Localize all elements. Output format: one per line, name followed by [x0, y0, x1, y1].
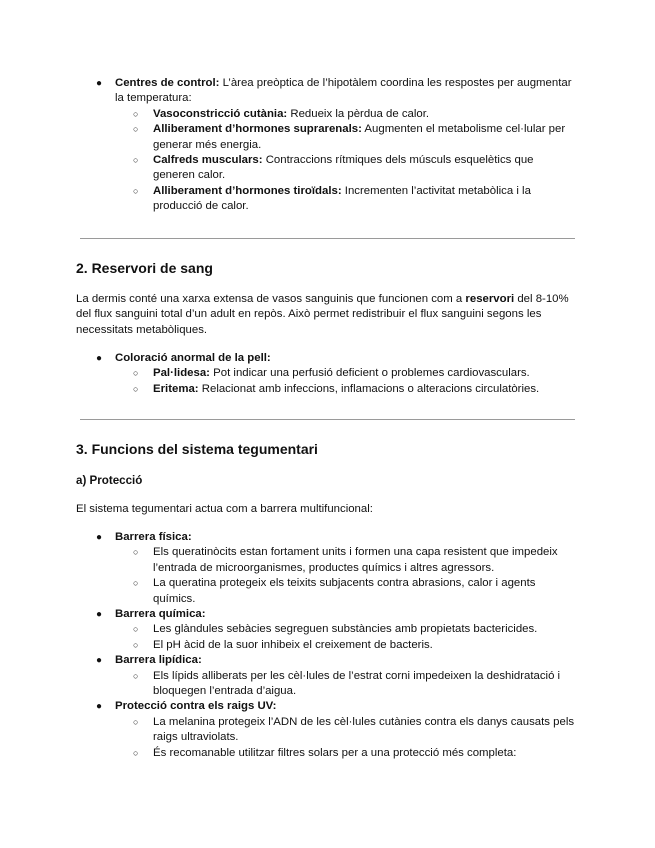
circle-bullet-icon: ○ [133, 383, 139, 394]
item-text: Relacionat amb infeccions, inflamacions o alteracions circulatòries. [198, 382, 540, 395]
item-text: Augmenten el metabolisme cel·lular per generar més energia. [153, 123, 566, 151]
section-intro: El sistema tegumentari actua com a barrera multifuncional: [76, 503, 373, 515]
item-label: Barrera lipídica: [115, 654, 202, 667]
sub-list-item [0, 576, 655, 607]
circle-bullet-icon: ○ [133, 624, 139, 635]
sub-list-item [0, 638, 655, 653]
item-text: Els queratinòcits estan fortament units i formen una capa resistent que impedeix l’entrada de microorganismes, productes químics i altres agressors. [153, 546, 558, 574]
item-label: Coloració anormal de la pell: [115, 352, 271, 364]
bullet-icon: ● [96, 609, 103, 621]
list-item [0, 351, 655, 366]
horizontal-divider [80, 238, 575, 239]
item-label: Eritema: [153, 382, 199, 395]
section-paragraph [76, 292, 581, 338]
list-item [0, 653, 655, 668]
sub-list-item [0, 107, 655, 122]
circle-bullet-icon: ○ [133, 716, 139, 727]
item-text: Incrementen l’activitat metabòlica i la producció de calor. [153, 184, 531, 213]
bullet-icon: ● [96, 701, 103, 713]
sub-list-item [0, 184, 655, 215]
circle-bullet-icon: ○ [133, 747, 139, 758]
item-text: La melanina protegeix l’ADN de les cèl·lules cutànies contra els danys causats pels raigs ultraviolats. [153, 715, 575, 744]
sub-list-item [0, 746, 655, 761]
list-item [0, 76, 655, 107]
section-heading: 2. Reservori de sang [76, 260, 213, 276]
item-text: Redueix la pèrdua de calor. [287, 107, 430, 120]
item-text: Pot indicar una perfusió deficient o problemes cardiovasculars. [209, 367, 530, 380]
item-label: Alliberament d’hormones tiroïdals: [153, 184, 342, 197]
item-text: Les glàndules sebàcies segreguen substàncies amb propietats bactericides. [153, 623, 538, 636]
circle-bullet-icon: ○ [133, 185, 139, 196]
sub-list-item [0, 545, 655, 576]
item-label: Alliberament d’hormones suprarenals: [153, 123, 362, 136]
circle-bullet-icon: ○ [133, 547, 139, 558]
circle-bullet-icon: ○ [133, 578, 139, 589]
list-item [0, 699, 655, 714]
item-text: El pH àcid de la suor inhibeix el creixement de bacteris. [153, 638, 433, 651]
sub-list-item [0, 622, 655, 637]
item-text: L’àrea preòptica de l’hipotàlem coordina les respostes per augmentar la temperatura: [115, 77, 572, 105]
section-heading: 3. Funcions del sistema tegumentari [76, 441, 318, 457]
sub-list-item [0, 715, 655, 746]
sub-list-item [0, 366, 655, 381]
item-text: És recomanable utilitzar filtres solars per a una protecció més completa: [153, 746, 517, 759]
list-item [0, 607, 655, 622]
item-label: Calfreds musculars: [153, 154, 263, 167]
circle-bullet-icon: ○ [133, 670, 139, 681]
sub-list-item [0, 153, 655, 184]
bullet-icon: ● [96, 655, 103, 667]
paragraph-text: La dermis conté una xarxa extensa de vasos sanguinis que funcionen com a [76, 293, 466, 305]
item-label: Pal·lidesa: [153, 367, 210, 380]
circle-bullet-icon: ○ [133, 155, 139, 166]
list-item [0, 530, 655, 545]
paragraph-text: del 8-10% del flux sanguini total d’un adult en repòs. Això permet redistribuir el flux sanguini segons les necessitats metabòliques. [76, 293, 569, 336]
bullet-icon: ● [96, 353, 103, 364]
item-text: La queratina protegeix els teixits subjacents contra abrasions, calor i agents químics. [153, 577, 536, 605]
sub-list-item [0, 669, 655, 700]
item-label: Barrera física: [115, 531, 192, 543]
control-centres-list [0, 76, 655, 215]
circle-bullet-icon: ○ [133, 639, 139, 650]
item-label: Protecció contra els raigs UV: [115, 700, 277, 713]
bullet-icon: ● [96, 78, 103, 89]
item-text: Contraccions rítmiques dels músculs esquelètics que generen calor. [153, 154, 534, 182]
sub-list-item [0, 382, 655, 397]
subsection-heading: a) Protecció [76, 474, 143, 487]
protection-list [0, 530, 655, 761]
item-text: Els lípids alliberats per les cèl·lules de l’estrat corni impedeixen la deshidratació i bloquegen l’entrada d’aigua. [153, 669, 561, 698]
sub-list-item [0, 122, 655, 153]
skin-color-list [0, 351, 655, 397]
horizontal-divider [80, 419, 575, 420]
paragraph-bold: reservori [465, 293, 515, 305]
circle-bullet-icon: ○ [133, 368, 139, 379]
item-label: Centres de control: [115, 77, 220, 89]
circle-bullet-icon: ○ [133, 108, 139, 119]
bullet-icon: ● [96, 532, 103, 543]
item-label: Barrera química: [115, 608, 206, 621]
circle-bullet-icon: ○ [133, 124, 139, 135]
item-label: Vasoconstricció cutània: [153, 107, 288, 120]
